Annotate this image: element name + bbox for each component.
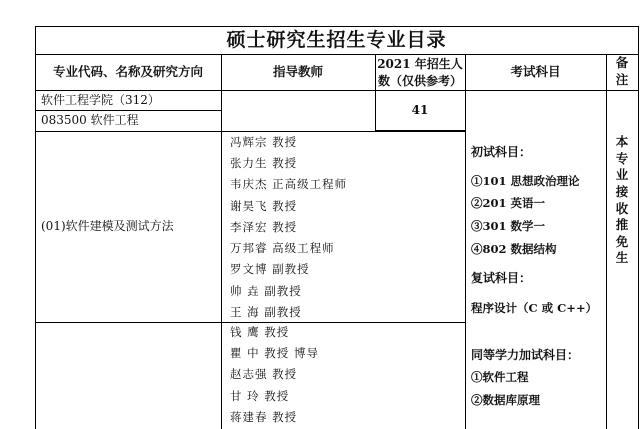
major-name: 083500 软件工程: [41, 113, 139, 127]
exam-initial-title: 初试科目：: [471, 145, 532, 159]
dept-row-divider: [35, 110, 221, 111]
table-right-border: [638, 26, 639, 429]
advisor-item: 罗文博 副教授: [230, 262, 310, 277]
advisor-item: 钱 鹰 教授: [230, 324, 290, 339]
header-major: 专业代码、名称及研究方向: [52, 64, 203, 79]
advisor-list-2: [230, 321, 319, 427]
advisor-item: 帅 垚 副教授: [230, 283, 302, 298]
advisor-item: 蒋建春 教授: [230, 409, 298, 424]
exam-initial-item: ②201 英语一: [471, 196, 546, 210]
col1-divider: [221, 54, 222, 429]
advisor-item: 赵志强 教授: [230, 367, 298, 382]
advisor-item: 张力生 教授: [230, 155, 298, 170]
page-title: 硕士研究生招生专业目录: [226, 29, 447, 51]
enrollment-count: 41: [411, 103, 429, 117]
title-row-bottom: [35, 54, 638, 55]
enroll-row-bottom: [375, 130, 466, 131]
exam-retest-item: 程序设计（C 或 C++）: [471, 301, 598, 315]
header-enrollment-line1: 2021 年招生人: [377, 57, 463, 71]
advisor-item: 万邦睿 高级工程师: [230, 241, 335, 256]
advisor-item: 甘 玲 教授: [230, 388, 290, 403]
advisor-item: 李泽宏 教授: [230, 219, 298, 234]
col3-divider: [465, 54, 466, 429]
advisor-item: 韦庆杰 正高级工程师: [230, 177, 348, 192]
advisor-item: 王 海 副教授: [230, 305, 302, 320]
exam-initial-item: ④802 数据结构: [471, 242, 557, 256]
advisor-list-1: [230, 131, 347, 323]
header-remark-line1: 备: [615, 55, 629, 70]
department-name: 软件工程学院（312）: [41, 93, 160, 107]
advisor-item: 瞿 中 教授 博导: [230, 345, 319, 360]
header-exam: 考试科目: [510, 64, 561, 79]
table-left-border: [35, 26, 36, 429]
exam-extra-title: 同等学力加试科目：: [471, 348, 580, 362]
header-remark-line2: 注: [615, 72, 629, 87]
advisor-item: 冯辉宗 教授: [230, 134, 298, 149]
exam-extra-item: ②数据库原理: [471, 393, 540, 407]
col4-divider: [606, 54, 607, 429]
table-top-border: [35, 26, 638, 27]
header-enrollment-line2: 数（仅供参考）: [377, 74, 462, 88]
direction-label: (01)软件建模及测试方法: [41, 219, 174, 233]
remark-note: 本专业接收推免生: [615, 134, 629, 266]
exam-initial-item: ③301 数学一: [471, 219, 546, 233]
advisor-item: 谢昊飞 教授: [230, 198, 298, 213]
exam-extra-item: ①软件工程: [471, 370, 529, 384]
header-row-bottom: [35, 90, 638, 91]
exam-initial-item: ①101 思想政治理论: [471, 174, 580, 188]
header-advisor: 指导教师: [272, 64, 323, 79]
exam-retest-title: 复试科目：: [471, 271, 532, 285]
